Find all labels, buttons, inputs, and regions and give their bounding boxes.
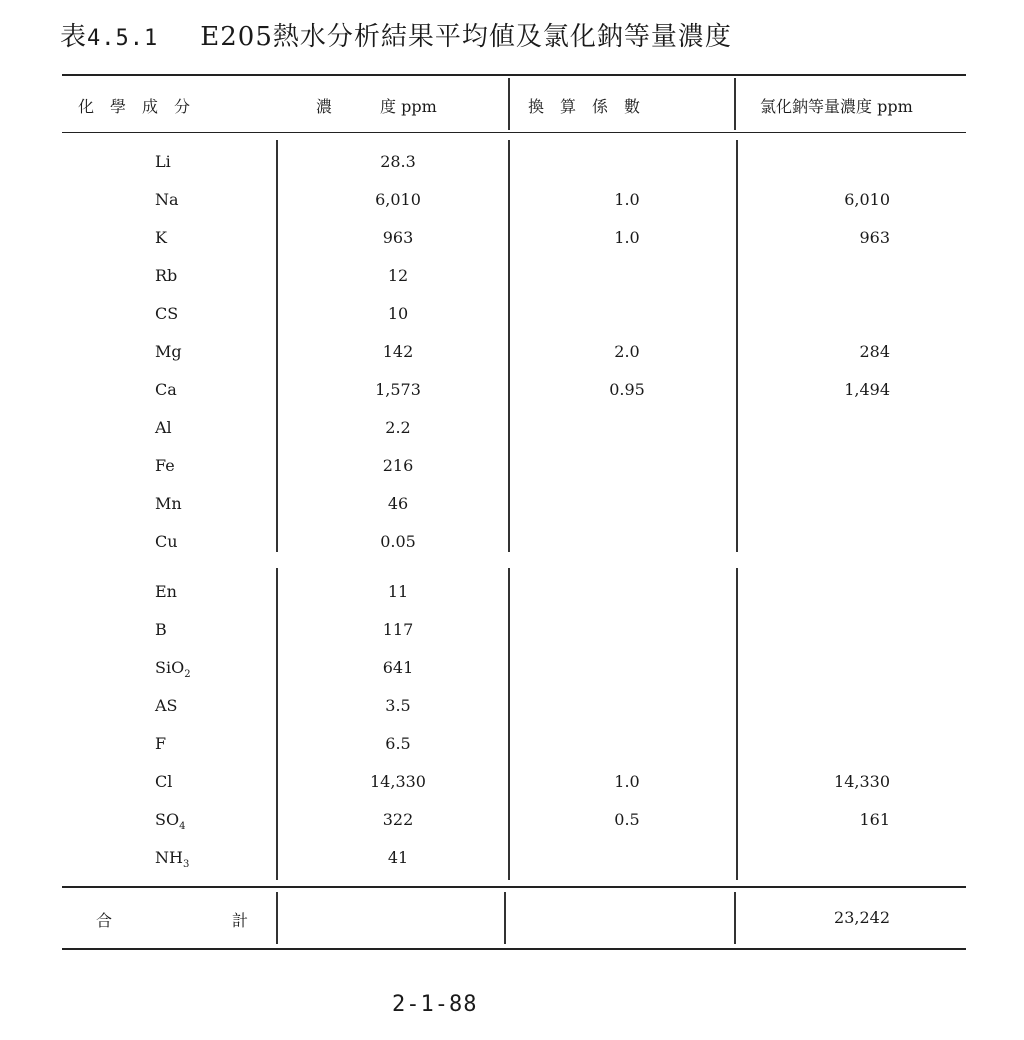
concentration-value: 3.5 [385, 696, 411, 715]
concentration-value: 14,330 [370, 772, 426, 791]
header-concentration: 濃 度 ppm [316, 97, 437, 116]
concentration-value: 0.05 [380, 532, 416, 551]
element-name: CS [155, 304, 179, 323]
column-divider [276, 892, 278, 944]
factor-value: 1.0 [614, 190, 640, 209]
column-divider [276, 568, 278, 880]
total-nacl-value: 23,242 [834, 908, 890, 927]
factor-value: 2.0 [614, 342, 640, 361]
column-divider [508, 140, 510, 552]
page-number: 2-1-88 [392, 992, 478, 1017]
element-name: Na [155, 190, 179, 209]
table-bottom-rule [62, 948, 966, 950]
element-name: Li [155, 152, 171, 171]
column-divider [508, 568, 510, 880]
table-number: 4.5.1 [87, 26, 159, 51]
column-divider [736, 140, 738, 552]
element-name: Ca [155, 380, 177, 399]
element-name: K [155, 228, 167, 247]
element-name: F [155, 734, 167, 753]
total-label-right: 計 [232, 911, 249, 930]
header-bottom-rule [62, 132, 966, 133]
concentration-value: 12 [387, 266, 409, 285]
column-divider [276, 140, 278, 552]
factor-value: 1.0 [614, 772, 640, 791]
total-label-left: 合 [96, 911, 113, 930]
element-name: $SO_4$ [155, 810, 186, 833]
concentration-value: 10 [387, 304, 409, 323]
element-name: SiO$_2$ [155, 658, 191, 681]
concentration-value: 963 [382, 228, 414, 247]
concentration-value: 2.2 [385, 418, 411, 437]
nacl-value: 963 [859, 228, 890, 247]
factor-value: 0.5 [614, 810, 640, 829]
title-prefix: 表 [60, 22, 88, 52]
element-name: Mg [155, 342, 182, 361]
concentration-value: 322 [382, 810, 414, 829]
header-component: 化 學 成 分 [78, 97, 191, 116]
element-name: Rb [155, 266, 178, 285]
total-top-rule [62, 886, 966, 888]
element-name: Mn [155, 494, 182, 513]
factor-value: 1.0 [614, 228, 640, 247]
nacl-value: 161 [859, 810, 890, 829]
concentration-value: 117 [382, 620, 414, 639]
concentration-value: 142 [382, 342, 414, 361]
factor-value: 0.95 [609, 380, 645, 399]
title-text: E205熱水分析結果平均値及氯化鈉等量濃度 [200, 22, 732, 52]
nacl-value: 14,330 [834, 772, 890, 791]
column-divider [734, 78, 736, 130]
element-name: AS [155, 696, 178, 715]
column-divider [504, 892, 506, 944]
column-divider [734, 892, 736, 944]
table-top-rule [62, 74, 966, 76]
concentration-value: 6,010 [375, 190, 421, 209]
page-title [60, 16, 732, 53]
concentration-value: 1,573 [375, 380, 421, 399]
column-divider [508, 78, 510, 130]
nacl-value: 284 [859, 342, 890, 361]
header-nacl-equivalent: 氯化鈉等量濃度 ppm [760, 97, 913, 116]
element-name: En [155, 582, 177, 601]
concentration-value: 641 [382, 658, 414, 677]
column-divider [736, 568, 738, 880]
header-factor: 換 算 係 數 [528, 97, 641, 116]
element-name: Al [155, 418, 172, 437]
element-name: Fe [155, 456, 175, 475]
concentration-value: 28.3 [380, 152, 416, 171]
concentration-value: 6.5 [385, 734, 411, 753]
concentration-value: 41 [387, 848, 409, 867]
concentration-value: 216 [382, 456, 414, 475]
element-name: B [155, 620, 167, 639]
nacl-value: 6,010 [844, 190, 890, 209]
concentration-value: 46 [387, 494, 409, 513]
concentration-value: 11 [387, 582, 409, 601]
nacl-value: 1,494 [844, 380, 890, 399]
element-name: $NH_3$ [155, 848, 190, 871]
element-name: Cu [155, 532, 178, 551]
element-name: Cl [155, 772, 173, 791]
